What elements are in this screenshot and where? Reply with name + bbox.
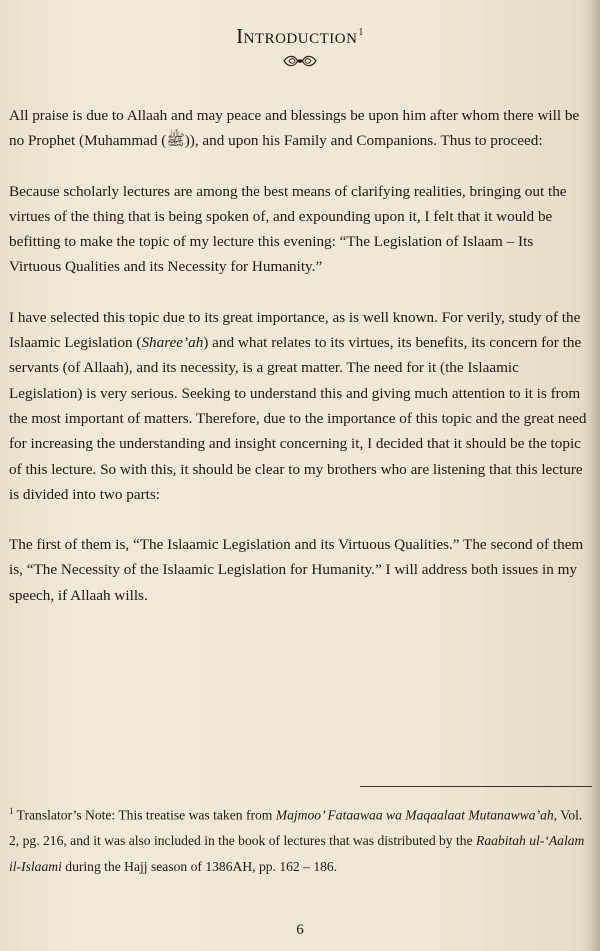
title-footnote-marker: 1 <box>358 27 364 38</box>
footnote <box>9 799 591 879</box>
paragraph-text: ) and what relates to its virtues, its benefits, its concern for the servants (of Allaah), and its necessity, is a great matter. The need for it (the Islaamic Legislation) is very serious. Seeking to understand this and giving much attention to it is from the most important of matters. Therefore, due to the importance of this topic and the great need for increasing the understanding and insight concerning it, I decided that it should be the topic of this lecture. So with this, it should be clear to my brothers who are listening that this lecture is divided into two parts: <box>9 334 587 503</box>
chapter-title-text: Introduction <box>236 24 358 48</box>
page-number: 6 <box>296 922 304 938</box>
paragraph-two-parts: The first of them is, “The Islaamic Legislation and its Virtuous Qualities.” The second of them is, “The Necessity of the Islaamic Legislation for Humanity.” I will address both issues in my speech, if Allaah wills. <box>9 536 584 604</box>
footnote-italic-title: Majmoo’ Fataawaa wa Maqaalaat Mutanawwa’ah <box>275 807 554 823</box>
floral-ornament-icon <box>280 52 320 70</box>
paragraph-topic-importance <box>9 305 587 507</box>
italic-term: Sharee’ah <box>141 334 204 352</box>
footnote-italic-org: Raabitah ul-‘Aalam il-Islaami <box>9 833 585 874</box>
footnote-divider <box>360 786 592 787</box>
page-edge-shadow <box>590 0 600 951</box>
footnote-text: Translator’s Note: This treatise was taken from <box>13 807 276 823</box>
footnote-text: during the Hajj season of 1386AH, pp. 162 – 186. <box>61 858 338 874</box>
paragraph-lecture-topic: Because scholarly lectures are among the best means of clarifying realities, bringing out the virtues of the thing that is being spoken of, and expounding upon it, I felt that it would be befitting to make the topic of my lecture this evening: “The Legislation of Islaam – Its Virtuous Qualities and its Necessity for Humanity.” <box>9 182 567 276</box>
body-text <box>9 103 587 633</box>
footnote-text: , Vol. 2, pg. 216, and it was also included in the book of lectures that was distributed by the <box>9 807 583 849</box>
chapter-title <box>0 24 600 49</box>
paragraph-text: I have selected this topic due to its great importance, as is well known. For verily, study of the Islaamic Legislation ( <box>9 308 581 352</box>
paragraph-opening: All praise is due to Allaah and may peace and blessings be upon him after whom there will be no Prophet (Muhammad (ﷺ)), and upon his Family and Companions. Thus to proceed: <box>9 107 580 150</box>
footnote-marker: 1 <box>9 806 14 816</box>
